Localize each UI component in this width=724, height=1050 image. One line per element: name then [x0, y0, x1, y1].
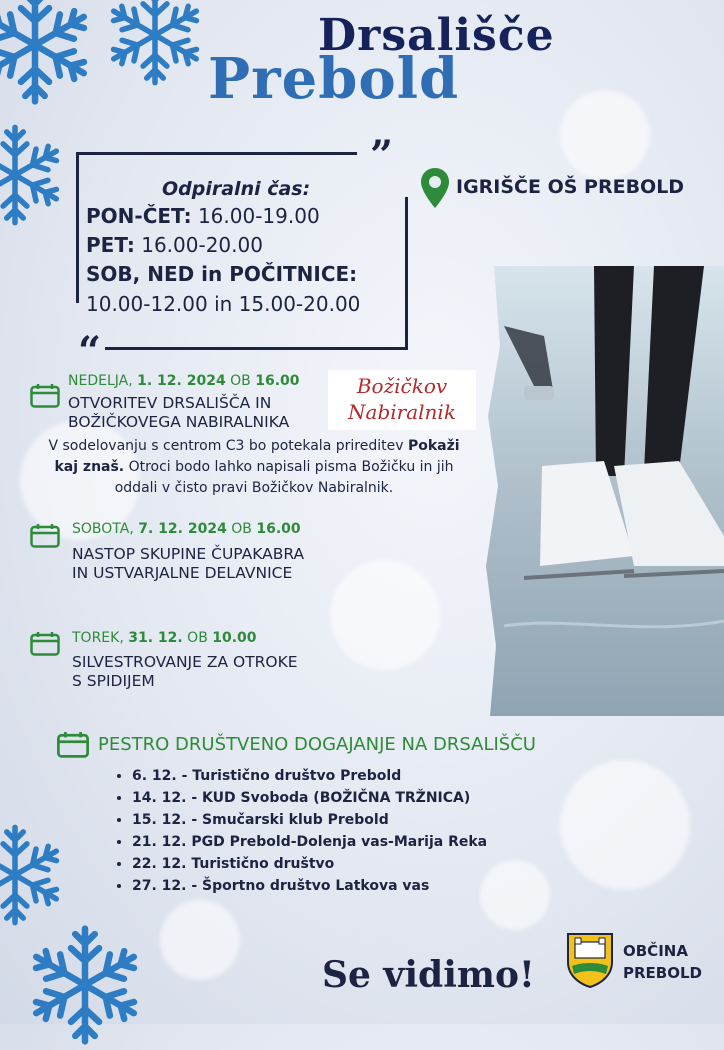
snowflake-icon	[20, 920, 150, 1050]
quote-close-mark: “	[78, 328, 102, 375]
description-text: Otroci bodo lahko napisali pisma Božičku in jih oddali v čisto pravi Božičkov Nabiralnik.	[114, 459, 454, 496]
event-date-value: 7. 12. 2024	[138, 521, 227, 537]
title-line2: Prebold	[208, 46, 460, 112]
footer-slogan: Se vidimo!	[322, 954, 535, 996]
calendar-icon	[30, 632, 60, 656]
hours-weekend-value: 10.00-12.00 in 15.00-20.00	[86, 292, 361, 316]
list-item: • 27. 12. - Športno društvo Latkova vas	[132, 875, 487, 897]
event-date	[72, 521, 301, 537]
bokeh-light	[330, 560, 440, 670]
event-day: SOBOTA,	[72, 521, 139, 537]
event-ob: OB	[225, 373, 256, 389]
bokeh-light	[560, 90, 650, 180]
calendar-icon	[30, 384, 60, 408]
event-description	[38, 436, 470, 499]
description-text: V sodelovanju s centrom C3 bo potekala prireditev	[48, 438, 408, 454]
pestro-list	[112, 765, 487, 897]
event-title	[72, 545, 304, 583]
calendar-icon	[56, 732, 90, 758]
municipality-line: OBČINA	[623, 942, 688, 960]
event-date-value: 1. 12. 2024	[137, 373, 226, 389]
event-date	[68, 373, 300, 389]
description-bold: Pokaži kaj znaš.	[54, 438, 460, 475]
prebold-coat-of-arms-icon	[566, 932, 614, 988]
event-title-line: BOŽIČKOVEGA NABIRALNIKA	[68, 413, 290, 431]
event-ob: OB	[226, 521, 257, 537]
event-time: 10.00	[212, 630, 257, 646]
list-item: • 14. 12. - KUD Svoboda (BOŽIČNA TRŽNICA)	[132, 787, 487, 809]
event-title	[72, 653, 298, 691]
snowflake-icon	[0, 820, 70, 930]
municipality-name	[623, 940, 702, 984]
event-title	[68, 394, 289, 432]
event-day: TOREK,	[72, 630, 129, 646]
logo-line2: Nabiralnik	[348, 400, 456, 424]
quote-open-mark: ”	[370, 132, 394, 179]
hours-row	[86, 233, 263, 257]
hours-heading: Odpiralni čas:	[162, 178, 311, 200]
bokeh-light	[560, 760, 690, 890]
hours-row	[86, 262, 357, 286]
hours-row-value: 16.00-19.00	[191, 204, 320, 228]
event-time: 16.00	[256, 521, 301, 537]
snowflake-icon	[100, 0, 210, 90]
skating-photo	[484, 266, 724, 716]
hours-row	[86, 204, 320, 228]
location-pin-icon	[421, 168, 449, 208]
hours-row-label: SOB, NED in POČITNICE:	[86, 262, 358, 286]
hours-row-label: PET:	[86, 233, 135, 257]
title-line1: Drsališče	[318, 10, 555, 61]
municipality-line: PREBOLD	[623, 964, 702, 982]
list-item: • 22. 12. Turistično društvo	[132, 853, 487, 875]
event-date-value: 31. 12.	[128, 630, 183, 646]
event-title-line: SILVESTROVANJE ZA OTROKE	[72, 653, 298, 671]
event-title-line: IN USTVARJALNE DELAVNICE	[72, 564, 293, 582]
event-ob: OB	[182, 630, 213, 646]
hours-row-value: 16.00-20.00	[134, 233, 263, 257]
pestro-heading: PESTRO DRUŠTVENO DOGAJANJE NA DRSALIŠČU	[98, 734, 536, 755]
bokeh-light	[160, 900, 240, 980]
event-day: NEDELJA,	[68, 373, 138, 389]
snowflake-icon	[0, 0, 100, 110]
list-item: • 21. 12. PGD Prebold-Dolenja vas-Marija Reka	[132, 831, 487, 853]
list-item: • 6. 12. - Turistično društvo Prebold	[132, 765, 487, 787]
list-item: • 15. 12. - Smučarski klub Prebold	[132, 809, 487, 831]
logo-line1: Božičkov	[356, 374, 448, 398]
event-title-line: S SPIDIJEM	[72, 672, 155, 690]
event-title-line: OTVORITEV DRSALIŠČA IN	[68, 394, 272, 412]
bozickov-nabiralnik-logo	[328, 370, 476, 430]
event-title-line: NASTOP SKUPINE ČUPAKABRA	[72, 545, 305, 563]
snowflake-icon	[0, 120, 70, 230]
event-date	[72, 630, 257, 646]
calendar-icon	[30, 524, 60, 548]
hours-row-label: PON-ČET:	[86, 204, 192, 228]
location-label: IGRIŠČE OŠ PREBOLD	[456, 176, 685, 198]
bokeh-light	[480, 860, 550, 930]
event-time: 16.00	[255, 373, 300, 389]
